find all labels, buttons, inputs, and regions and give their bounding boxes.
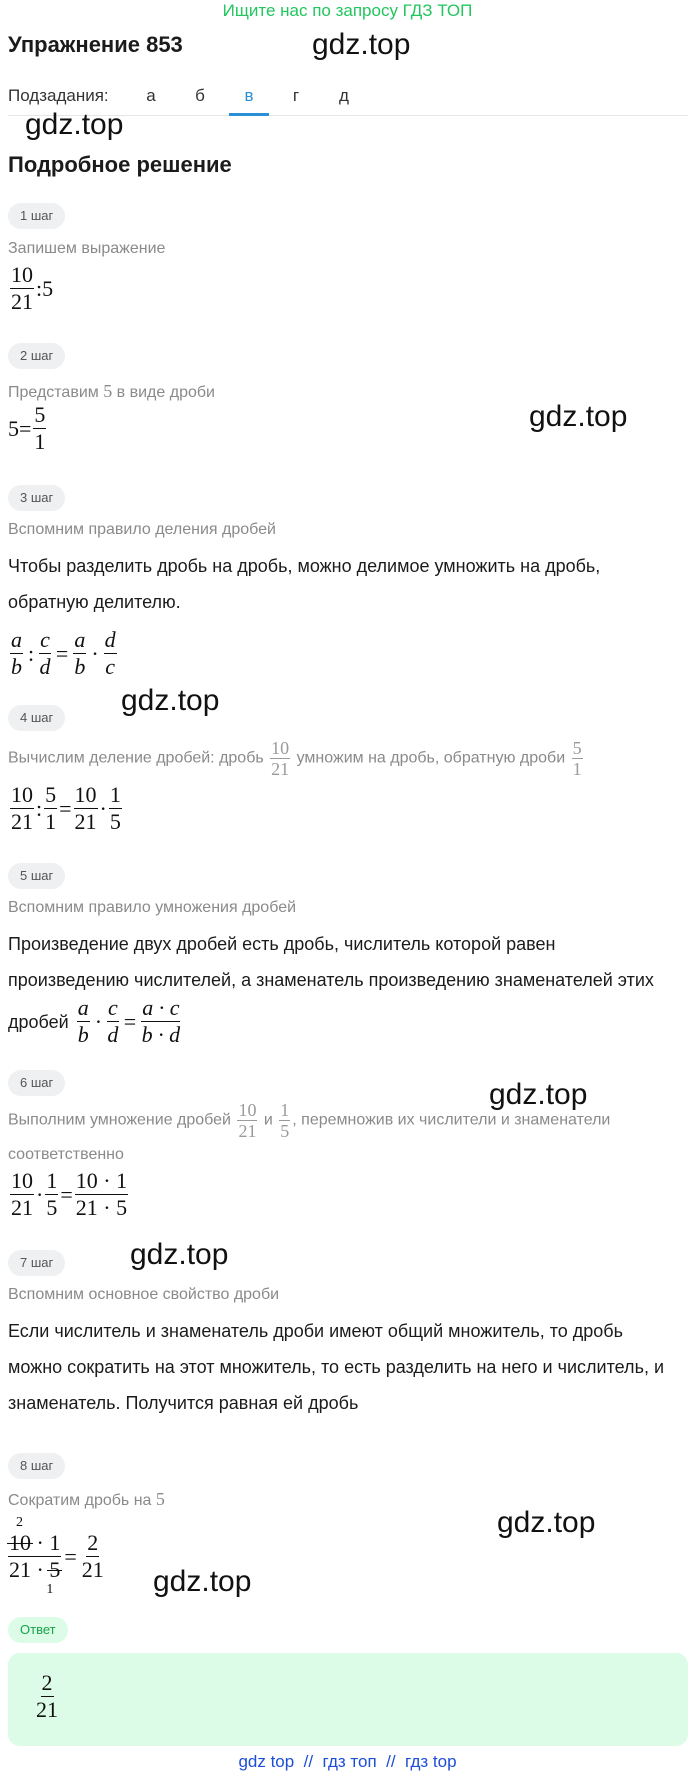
- step-formula: 5= $\frac{5}{1}$: [8, 402, 46, 454]
- watermark: gdz.top: [529, 400, 628, 433]
- step-caption: Вспомним основное свойство дроби: [8, 1286, 280, 1303]
- rule-text: Если числитель и знаменатель дроби имеют общий множитель, то дробь: [8, 1321, 623, 1341]
- step-formula: $\frac{10}{21}$ · $\frac{1}{5}$ = $\frac{10 \cdot 1}{21 \cdot 5}$: [11, 1168, 128, 1220]
- step-caption: соответственно: [8, 1146, 124, 1163]
- watermark: gdz.top: [130, 1238, 229, 1271]
- step-badge: 7 шаг: [8, 1250, 65, 1276]
- step-formula: $\frac{10}{21}$ :5: [11, 262, 54, 314]
- subtasks-label: Подзадания:: [8, 86, 109, 105]
- rule-text: можно сократить на этот множитель, то есть разделить на него и числитель, и: [8, 1357, 664, 1377]
- step-caption: Запишем выражение: [8, 240, 166, 257]
- rule-text: Чтобы разделить дробь на дробь, можно делимое умножить на дробь,: [8, 556, 601, 576]
- step-badge: 6 шаг: [8, 1070, 65, 1096]
- tab-g[interactable]: г: [292, 86, 300, 105]
- step-badge: 8 шаг: [8, 1453, 65, 1479]
- step-formula: $\frac{10}{21}$ : $\frac{5}{1}$ = $\frac{10}{21}$ · $\frac{1}{5}$: [11, 782, 121, 834]
- rule-text-with-formula: дробей $\frac{a}{b}$ · $\frac{c}{d}$ = $\frac{a \cdot c}{b \cdot d}$: [8, 995, 181, 1047]
- active-tab-indicator: [229, 113, 269, 116]
- answer-value: $\frac{2}{21}$: [36, 1670, 58, 1722]
- tab-a[interactable]: а: [146, 86, 156, 105]
- rule-text: обратную делителю.: [8, 592, 181, 612]
- step-badge: 3 шаг: [8, 485, 65, 511]
- answer-badge: Ответ: [8, 1617, 68, 1643]
- watermark: gdz.top: [121, 684, 220, 717]
- step-caption: Выполним умножение дробей $\frac{10}{21}$ и $\frac{1}{5}$ , перемножив их числители и знаменатели: [8, 1100, 611, 1141]
- rule-text: Произведение двух дробей есть дробь, числитель которой равен: [8, 934, 556, 954]
- tab-v[interactable]: в: [244, 86, 254, 105]
- tab-d[interactable]: д: [339, 86, 349, 105]
- rule-text: знаменатель. Получится равная ей дробь: [8, 1393, 359, 1413]
- step-caption: Вспомним правило умножения дробей: [8, 899, 297, 916]
- step-badge: 1 шаг: [8, 203, 65, 229]
- footer-links[interactable]: gdz top // гдз топ // гдз top: [238, 1752, 457, 1771]
- watermark: gdz.top: [153, 1565, 252, 1598]
- step-caption: Вспомним правило деления дробей: [8, 521, 276, 538]
- tab-b[interactable]: б: [195, 86, 205, 105]
- answer-box: [8, 1653, 688, 1746]
- watermark: gdz.top: [489, 1078, 588, 1111]
- search-banner[interactable]: Ищите нас по запросу ГДЗ ТОП: [222, 1, 473, 20]
- step-badge: 4 шаг: [8, 705, 65, 731]
- watermark: gdz.top: [25, 108, 124, 141]
- step-badge: 2 шаг: [8, 343, 65, 369]
- rule-formula: $\frac{a}{b}$ : $\frac{c}{d}$ = $\frac{a}{b}$ · $\frac{d}{c}$: [11, 627, 116, 679]
- step-caption: Сократим дробь на 5: [8, 1489, 165, 1509]
- step-formula: 2 10 · 1 21 · 5 1 = $\frac{2}{21}$: [9, 1515, 104, 1597]
- step-caption: Представим 5 в виде дроби: [8, 381, 215, 401]
- rule-text: произведению числителей, а знаменатель произведению знаменателей этих: [8, 970, 654, 990]
- section-title: Подробное решение: [8, 152, 232, 177]
- page-title: Упражнение 853: [8, 32, 183, 57]
- watermark: gdz.top: [312, 28, 411, 61]
- step-badge: 5 шаг: [8, 863, 65, 889]
- step-caption: Вычислим деление дробей: дробь $\frac{10}{21}$ умножим на дробь, обратную дроби $\frac{5}{1}$: [8, 738, 582, 779]
- watermark: gdz.top: [497, 1506, 596, 1539]
